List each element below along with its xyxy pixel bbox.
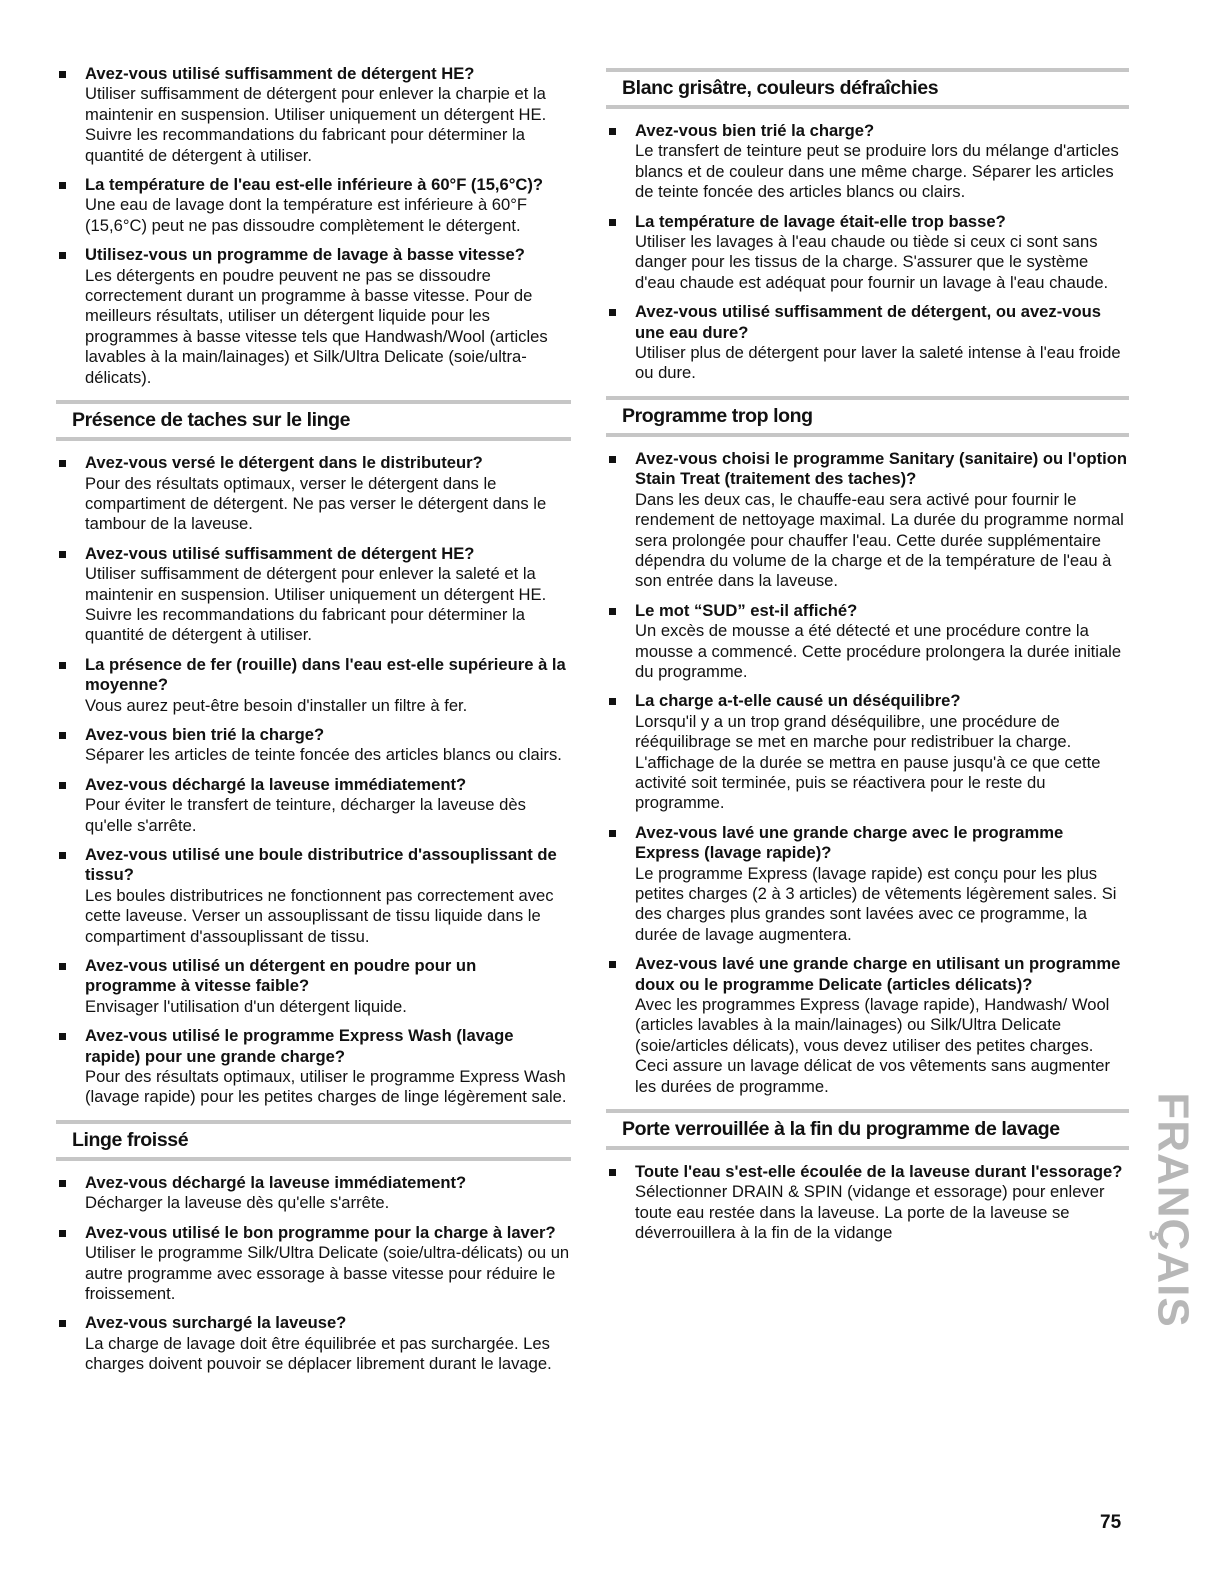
faq-answer: Utiliser les lavages à l'eau chaude ou tiède si ceux ci sont sans danger pour les tissus de la charge. S'assurer que le système d'eau chaude est adéquat pour fournir un lavage à l'eau chaude. xyxy=(635,232,1109,292)
faq-answer: Un excès de mousse a été détecté et une procédure contre la mousse a commencé. Cette procédure prolongera la durée initiale du programme. xyxy=(635,621,1122,681)
bullet-square-icon xyxy=(59,662,66,669)
faq-question: Avez-vous utilisé le programme Express Wash (lavage rapide) pour une grande charge? xyxy=(85,1026,514,1066)
faq-question: La température de lavage était-elle trop basse? xyxy=(635,211,1006,231)
faq-answer: Une eau de lavage dont la température est inférieure à 60°F (15,6°C) peut ne pas dissoudre complètement le détergent. xyxy=(85,195,528,235)
faq-answer: Utiliser suffisamment de détergent pour enlever la charpie et la maintenir en suspension. Utiliser uniquement un détergent HE. Suivre les recommandations du fabricant pour déterminer la quantité de détergent à utiliser. xyxy=(85,84,547,165)
faq-item xyxy=(56,775,571,836)
faq-answer: Pour éviter le transfert de teinture, décharger la laveuse dès qu'elle s'arrête. xyxy=(85,795,526,835)
left-column xyxy=(56,64,571,1384)
bullet-square-icon xyxy=(59,1033,66,1040)
bullet-square-icon xyxy=(609,456,616,463)
faq-question: La charge a-t-elle causé un déséquilibre? xyxy=(635,691,961,711)
faq-answer: La charge de lavage doit être équilibrée et pas surchargée. Les charges doivent pouvoir se déplacer librement durant le lavage. xyxy=(85,1333,552,1374)
bullet-square-icon xyxy=(609,698,616,705)
faq-item xyxy=(56,655,571,716)
faq-question: Avez-vous versé le détergent dans le distributeur? xyxy=(85,453,483,473)
faq-answer: Décharger la laveuse dès qu'elle s'arrête. xyxy=(85,1193,390,1213)
faq-question: Avez-vous utilisé suffisamment de détergent, ou avez-vous une eau dure? xyxy=(635,302,1101,342)
bullet-square-icon xyxy=(59,1320,66,1327)
faq-answer: Utiliser le programme Silk/Ultra Delicate (soie/ultra-délicats) ou un autre programme avec essorage à basse vitesse pour réduire le froissement. xyxy=(85,1243,570,1303)
bullet-square-icon xyxy=(59,1180,66,1187)
faq-answer: Utiliser plus de détergent pour laver la saleté intense à l'eau froide ou dure. xyxy=(635,343,1121,383)
faq-item xyxy=(56,64,571,166)
faq-item xyxy=(56,725,571,766)
section-heading: Porte verrouillée à la fin du programme de lavage xyxy=(606,1109,1129,1150)
section-heading: Linge froissé xyxy=(56,1120,571,1161)
faq-answer: Sélectionner DRAIN & SPIN (vidange et essorage) pour enlever toute eau restée dans la laveuse. La porte de la laveuse se déverrouillera à la fin de la vidange xyxy=(635,1182,1105,1243)
bullet-square-icon xyxy=(59,252,66,259)
language-tab xyxy=(1149,1082,1199,1338)
faq-question: Avez-vous lavé une grande charge avec le programme Express (lavage rapide)? xyxy=(635,822,1064,863)
bullet-square-icon xyxy=(59,782,66,789)
faq-question: Avez-vous déchargé la laveuse immédiatement? xyxy=(85,1172,467,1192)
faq-item xyxy=(606,121,1129,203)
faq-item xyxy=(606,691,1129,813)
bullet-square-icon xyxy=(59,852,66,859)
faq-item xyxy=(606,601,1129,683)
bullet-square-icon xyxy=(609,128,616,135)
faq-item xyxy=(56,544,571,646)
faq-question: Avez-vous utilisé suffisamment de détergent HE? xyxy=(85,64,475,83)
bullet-square-icon xyxy=(609,961,616,968)
faq-answer: Les boules distributrices ne fonctionnent pas correctement avec cette laveuse. Verser un assouplissant de tissu liquide dans le compartiment d'assouplissant de tissu. xyxy=(85,885,554,946)
faq-question: Avez-vous lavé une grande charge en utilisant un programme doux ou le programme Delicate (articles délicats)? xyxy=(635,954,1121,994)
faq-answer: Lorsqu'il y a un trop grand déséquilibre, une procédure de rééquilibrage se met en marche pour redistribuer la charge. L'affichage de la durée se mettra en pause jusqu'à ce que cette activité soit terminée, puis se réactivera pour le reste du programme. xyxy=(635,711,1101,813)
right-column xyxy=(606,64,1129,1253)
bullet-square-icon xyxy=(59,1230,66,1237)
faq-answer: Envisager l'utilisation d'un détergent liquide. xyxy=(85,996,407,1016)
bullet-square-icon xyxy=(59,551,66,558)
section-heading: Blanc grisâtre, couleurs défraîchies xyxy=(606,68,1129,109)
faq-item xyxy=(606,212,1129,294)
faq-question: Avez-vous utilisé le bon programme pour la charge à laver? xyxy=(85,1222,556,1242)
faq-question: Avez-vous surchargé la laveuse? xyxy=(85,1313,347,1333)
faq-item xyxy=(606,302,1129,384)
faq-question: Avez-vous déchargé la laveuse immédiatement? xyxy=(85,774,467,794)
faq-item xyxy=(56,1223,571,1305)
language-tab-label: FRANÇAIS xyxy=(1149,1092,1199,1328)
page-number: 75 xyxy=(1100,1512,1122,1533)
bullet-square-icon xyxy=(609,309,616,316)
faq-answer: Pour des résultats optimaux, verser le détergent dans le compartiment de détergent. Ne pas verser le détergent dans le tambour de la laveuse. xyxy=(85,473,547,534)
faq-question: Avez-vous utilisé suffisamment de détergent HE? xyxy=(85,543,475,563)
faq-question: Toute l'eau s'est-elle écoulée de la laveuse durant l'essorage? xyxy=(635,1162,1123,1182)
faq-question: Avez-vous bien trié la charge? xyxy=(85,724,325,744)
bullet-square-icon xyxy=(609,1169,616,1176)
faq-item xyxy=(606,954,1129,1097)
faq-question: Avez-vous utilisé une boule distributrice d'assouplissant de tissu? xyxy=(85,845,557,885)
faq-item xyxy=(606,1162,1129,1244)
section-heading: Présence de taches sur le linge xyxy=(56,400,571,441)
faq-item xyxy=(56,245,571,388)
faq-answer: Le programme Express (lavage rapide) est conçu pour les plus petites charges (2 à 3 articles) de vêtements légèrement sales. Si des charges plus grandes sont lavées avec ce programme, la durée de lavage augmentera. xyxy=(635,863,1117,944)
faq-question: La présence de fer (rouille) dans l'eau est-elle supérieure à la moyenne? xyxy=(85,654,566,695)
faq-answer: Utiliser suffisamment de détergent pour enlever la saleté et la maintenir en suspension. Utiliser uniquement un détergent HE. Suivre les recommandations du fabricant pour déterminer la quantité de détergent à utiliser. xyxy=(85,564,547,645)
faq-item xyxy=(56,956,571,1017)
bullet-square-icon xyxy=(609,219,616,226)
faq-item xyxy=(606,449,1129,592)
bullet-square-icon xyxy=(59,71,66,78)
bullet-square-icon xyxy=(609,830,616,837)
bullet-square-icon xyxy=(59,732,66,739)
faq-question: Utilisez-vous un programme de lavage à basse vitesse? xyxy=(85,245,525,265)
faq-answer: Vous aurez peut-être besoin d'installer un filtre à fer. xyxy=(85,695,468,715)
bullet-square-icon xyxy=(59,963,66,970)
bullet-square-icon xyxy=(59,182,66,189)
faq-question: Le mot “SUD” est-il affiché? xyxy=(635,600,858,620)
faq-item xyxy=(56,845,571,947)
faq-question: La température de l'eau est-elle inférieure à 60°F (15,6°C)? xyxy=(85,175,544,195)
faq-answer: Avec les programmes Express (lavage rapide), Handwash/ Wool (articles lavables à la main/lainages) ou Silk/Ultra Delicate (soie/articles délicats), vous devez utiliser des petites charges. Ceci assure un lavage délicat de vos vêtements sans augmenter les durées de programme. xyxy=(635,995,1111,1096)
faq-item xyxy=(56,175,571,236)
bullet-square-icon xyxy=(59,460,66,467)
faq-item xyxy=(56,1173,571,1214)
faq-question: Avez-vous choisi le programme Sanitary (sanitaire) ou l'option Stain Treat (traitement des taches)? xyxy=(635,448,1128,489)
faq-item xyxy=(606,823,1129,945)
faq-question: Avez-vous utilisé un détergent en poudre pour un programme à vitesse faible? xyxy=(85,956,477,996)
faq-answer: Le transfert de teinture peut se produire lors du mélange d'articles blancs et de couleur dans une même charge. Séparer les articles de teinte foncée des articles blancs ou clairs. xyxy=(635,141,1119,202)
faq-answer: Les détergents en poudre peuvent ne pas se dissoudre correctement durant un programme à basse vitesse. Pour de meilleurs résultats, utiliser un détergent liquide pour les programmes à basse vitesse tels que Handwash/Wool (articles lavables à la main/lainages) et Silk/Ultra Delicate (soie/ultra-délicats). xyxy=(85,265,548,387)
bullet-square-icon xyxy=(609,608,616,615)
faq-item xyxy=(56,453,571,535)
faq-answer: Séparer les articles de teinte foncée des articles blancs ou clairs. xyxy=(85,745,562,765)
faq-item xyxy=(56,1313,571,1374)
faq-answer: Pour des résultats optimaux, utiliser le programme Express Wash (lavage rapide) pour les petites charges de linge légèrement sale. xyxy=(85,1067,567,1107)
section-heading: Programme trop long xyxy=(606,396,1129,437)
faq-answer: Dans les deux cas, le chauffe-eau sera activé pour fournir le rendement de nettoyage maximal. La durée du programme normal sera prolongée pour chauffer l'eau. Cette durée supplémentaire dépendra du volume de la charge et de la température de l'eau à son entrée dans la laveuse. xyxy=(635,489,1124,591)
faq-question: Avez-vous bien trié la charge? xyxy=(635,121,875,140)
faq-item xyxy=(56,1026,571,1108)
